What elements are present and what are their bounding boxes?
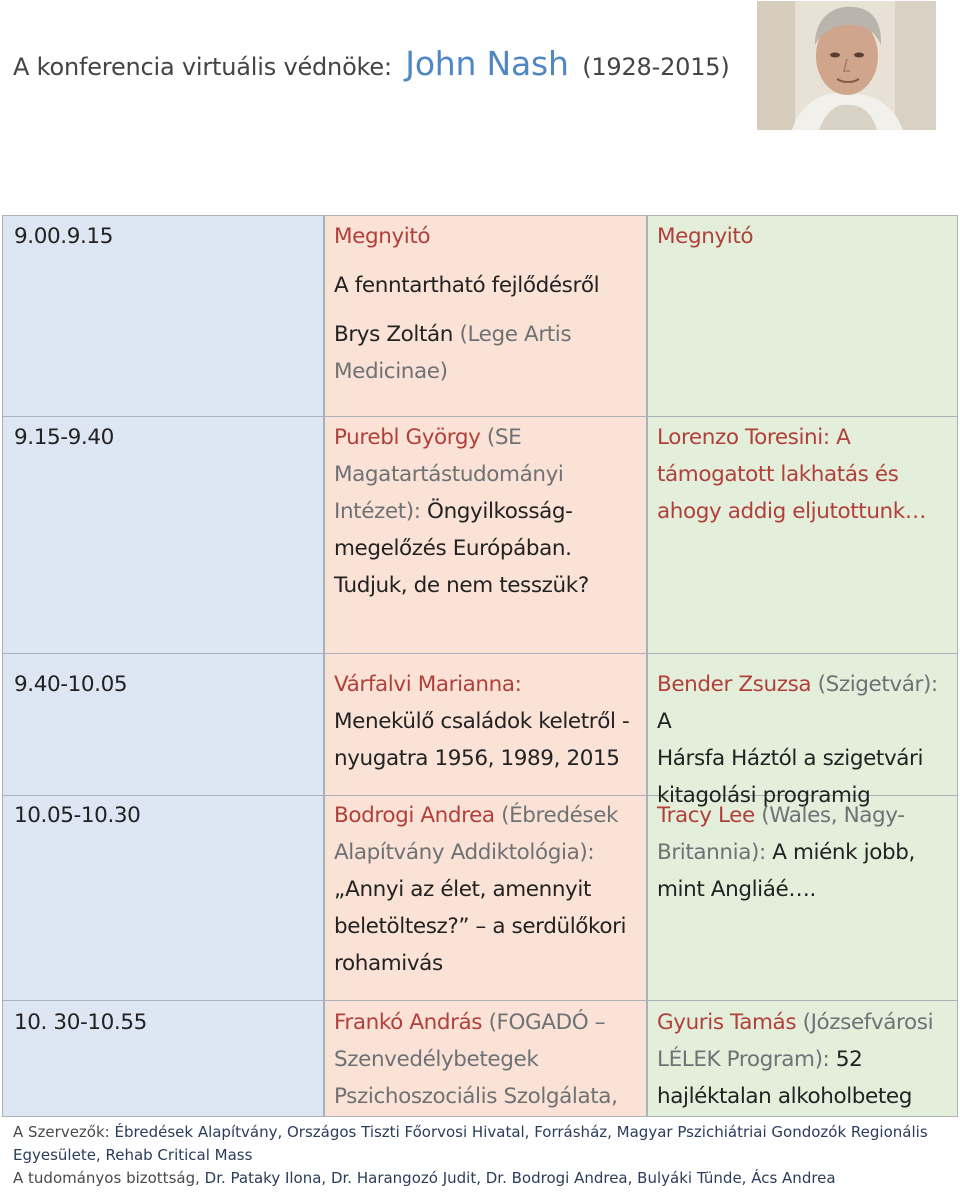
- session-b: [657, 218, 953, 255]
- patron-years: (1928-2015): [582, 53, 730, 81]
- row-divider: [2, 416, 958, 417]
- organizers-list: Ébredések Alapítvány, Országos Tiszti Főorvosi Hivatal, Forrásház, Magyar Pszichiátriai Gondozók Regionális Egyesülete, Rehab Critical Mass: [13, 1123, 928, 1164]
- session-a: [334, 1004, 634, 1115]
- page-title: [13, 44, 730, 83]
- talk-title: Öngyilkosság-: [427, 499, 573, 524]
- speaker-affiliation-cont: Szenvedélybetegek: [334, 1047, 539, 1072]
- speaker-name: Brys Zoltán: [334, 322, 454, 347]
- time-slot: 9.00.9.15: [14, 224, 113, 249]
- talk-title-cont: megelőzés Európában.: [334, 536, 572, 561]
- speaker-affiliation-end: LÉLEK Program):: [657, 1047, 830, 1072]
- footer: [13, 1121, 953, 1190]
- talk-title-cont: rohamivás: [334, 951, 443, 976]
- talk-title: Menekülő családok keletről -: [334, 709, 630, 734]
- patron-name: John Nash: [405, 44, 569, 83]
- speaker-affiliation-end: Britannia):: [657, 840, 766, 865]
- session-b: [657, 419, 953, 530]
- speaker-name: Frankó András: [334, 1010, 483, 1035]
- talk-title: A miénk jobb,: [772, 840, 915, 865]
- speaker-affiliation-end: Intézet):: [334, 499, 421, 524]
- time-slot: 9.40-10.05: [14, 672, 128, 697]
- speaker-affiliation: (Szigetvár):: [817, 672, 938, 697]
- talk-title-cont: Tudjuk, de nem tesszük?: [334, 573, 589, 598]
- session-topic: A fenntartható fejlődésről: [334, 273, 600, 298]
- speaker-affiliation-cont: Pszichoszociális Szolgálata,: [334, 1084, 618, 1109]
- portrait-photo: [757, 1, 936, 130]
- schedule-table: [2, 215, 958, 1117]
- committee-list: Dr. Pataky Ilona, Dr. Harangozó Judit, Dr. Bodrogi Andrea, Bulyáki Tünde, Ács Andrea: [204, 1169, 836, 1187]
- talk-title-cont: beletöltesz?” – a serdülőkori: [334, 914, 627, 939]
- speaker-affiliation: (SE: [486, 425, 522, 450]
- talk-title-cont: ahogy addig eljutottunk…: [657, 499, 926, 524]
- session-b: [657, 666, 953, 814]
- speaker-name: Várfalvi Marianna:: [334, 672, 522, 697]
- session-b: [657, 797, 953, 908]
- speaker-affiliation-cont: Alapítvány Addiktológia):: [334, 840, 595, 865]
- session-a: [334, 419, 634, 604]
- speaker-name: Bodrogi Andrea: [334, 803, 495, 828]
- talk-title-cont: nyugatra 1956, 1989, 2015: [334, 746, 620, 771]
- row-divider: [2, 1000, 958, 1001]
- speaker-name: Bender Zsuzsa: [657, 672, 812, 697]
- speaker-name: Tracy Lee: [657, 803, 755, 828]
- talk-title: A: [657, 709, 672, 734]
- speaker-affiliation-cont: Medicinae): [334, 359, 448, 384]
- speaker-name: Gyuris Tamás: [657, 1010, 797, 1035]
- session-heading: Megnyitó: [657, 224, 754, 249]
- organizers-label: A Szervezők:: [13, 1123, 110, 1141]
- row-divider: [2, 653, 958, 654]
- speaker-affiliation: (Ébredések: [501, 803, 619, 828]
- talk-title-cont: támogatott lakhatás és: [657, 462, 899, 487]
- speaker-affiliation: (FOGADÓ –: [488, 1010, 606, 1035]
- committee-label: A tudományos bizottság,: [13, 1169, 200, 1187]
- time-slot: 10. 30-10.55: [14, 1010, 147, 1035]
- session-a: [334, 797, 634, 982]
- time-slot: 10.05-10.30: [14, 803, 141, 828]
- session-a: [334, 666, 634, 777]
- portrait-illustration: [757, 1, 936, 130]
- title-prefix: A konferencia virtuális védnöke:: [13, 53, 392, 81]
- speaker-affiliation: (Józsefvárosi: [802, 1010, 934, 1035]
- session-a: [334, 218, 634, 390]
- time-slot: 9.15-9.40: [14, 425, 114, 450]
- speaker-affiliation: (Lege Artis: [459, 322, 572, 347]
- header: [0, 0, 960, 200]
- organizers-line: [13, 1121, 953, 1167]
- session-b: [657, 1004, 953, 1115]
- talk-title-cont: mint Angliáé….: [657, 877, 816, 902]
- talk-title: 52: [835, 1047, 863, 1072]
- session-heading: Megnyitó: [334, 224, 431, 249]
- talk-title-cont: kitagolási programig: [657, 783, 871, 808]
- talk-title-cont: hajléktalan alkoholbeteg: [657, 1084, 912, 1109]
- committee-line: [13, 1167, 953, 1190]
- talk-title: Lorenzo Toresini: A: [657, 425, 851, 450]
- talk-title-cont: Hársfa Háztól a szigetvári: [657, 746, 924, 771]
- talk-title: „Annyi az élet, amennyit: [334, 877, 591, 902]
- speaker-name: Purebl György: [334, 425, 481, 450]
- speaker-affiliation: (Wales, Nagy-: [761, 803, 905, 828]
- speaker-affiliation-cont: Magatartástudományi: [334, 462, 564, 487]
